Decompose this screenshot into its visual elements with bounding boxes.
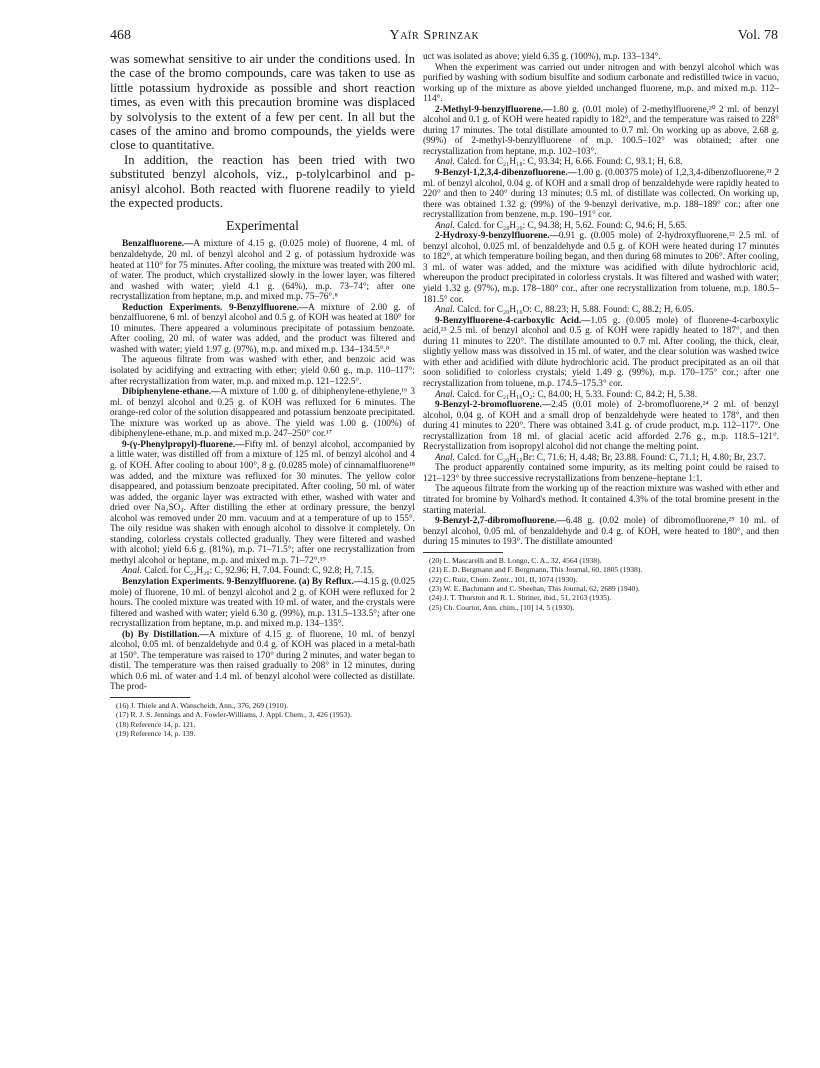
paragraph-heading: Reduction Experiments. 9-Benzylfluorene.— <box>122 302 309 313</box>
paragraph-text: 1.00 g. (0.00375 mole) of 1,2,3,4-dibenzofluorene,²¹ 2 ml. of benzyl alcohol, 0.04 g. of KOH and a small drop of benzaldehyde were rapidly heated to 220° and then to 240° during 13 minutes; 0.5 ml. of distillate was collected. On working up, there was obtained 1.32 g. (99%) of the 9-benzyl derivative, m.p. 188–189° cor.; after one recrystallization from benzene, m.p. 190–191° cor. <box>423 168 779 221</box>
paragraph-text: The aqueous filtrate from the working up of the reaction mixture was washed with ether and titrated for bromine by Volhard's method. It contained 4.3% of the total bromine present in the starting material. <box>423 484 779 516</box>
body-paragraph <box>423 463 779 484</box>
paragraph-text: Calcd. for C₂₁H₁₆O₂: C, 84.00; H, 5.33. Found: C, 84.2; H, 5.38. <box>454 389 698 400</box>
right-column <box>423 52 779 612</box>
body-paragraph <box>110 239 415 302</box>
paragraph-text: A mixture of 4.15 g. (0.025 mole) of fluorene, 4 ml. of benzaldehyde, 20 ml. of benzyl alcohol and 2 g. of potassium hydroxide was heated at 110° for 75 minutes. After cooling, the mixture was treated with 200 ml. of water. The product, which crystallized slowly in the lower layer, was filtered and washed with water; yield 4.1 g. (64%), m.p. 73–74°; after one recrystallization from heptane, m.p. and mixed m.p. 75–76°.⁸ <box>110 239 415 303</box>
analysis-label: Anal. <box>435 305 455 316</box>
body-paragraph <box>110 355 415 387</box>
footnote: (23) W. E. Bachmann and C. Sheehan, This Journal, 62, 2689 (1940). <box>429 583 640 593</box>
footnote: (18) Reference 14, p. 121. <box>116 719 196 729</box>
paragraph-heading: 9-Benzyl-2,7-dibromofluorene.— <box>435 516 566 527</box>
paragraph-text: 0.91 g. (0.005 mole) of 2-hydroxyfluorene,²² 2.5 ml. of benzyl alcohol, 0.025 ml. of benzaldehyde and 0.5 g. of KOH were heated during 17 minutes to 182°, at which temperature boiling began, and then during 68 minutes to 206°. After cooling, 3 ml. of water was added, and the mixture was acidified with dilute hydrochloric acid, whereupon the product precipitated in colorless crystals. It was filtered and washed with water; yield 1.32 g. (97%), m.p. 178–180° cor., after one recrystallization from toluene, m.p. 180.5–181.5° cor. <box>423 231 779 305</box>
footnote: (16) J. Thiele and A. Wanscheidt, Ann., 376, 269 (1910). <box>116 700 289 710</box>
body-paragraph <box>110 387 415 440</box>
body-paragraph <box>423 316 779 390</box>
body-paragraph <box>423 52 779 63</box>
body-paragraph <box>423 390 779 401</box>
volume-label: Vol. 78 <box>737 28 778 43</box>
body-paragraph <box>423 221 779 232</box>
body-paragraph <box>423 453 779 464</box>
body-paragraph <box>423 400 779 453</box>
paragraph-heading: 2-Hydroxy-9-benzylfluorene.— <box>435 231 559 242</box>
footnote: (24) J. T. Thurston and R. L. Shriner, ibid., 51, 2163 (1935). <box>429 593 612 603</box>
paragraph-text: The aqueous filtrate from was washed with ether, and benzoic acid was isolated by acidifying and extracting with ether; yield 0.60 g., m.p. 110–117°; after recrystallization from water, m.p. and mixed m.p. 121–122.5°. <box>110 355 415 387</box>
paragraph-text: Calcd. for C₂₁H₁₈: C, 93.34; H, 6.66. Found: C, 93.1; H, 6.8. <box>454 157 683 168</box>
paragraph-text: A mixture of 2.00 g. of benzalfluorene, 6 ml. of benzyl alcohol and 0.5 g. of KOH was heated at 180° for 10 minutes. There appeared a voluminous precipitate of potassium benzoate. After cooling, 20 ml. of water was added, and the product was filtered and washed with water; yield 1.97 g. (97%), m.p. and mixed m.p. 134–134.5°.⁸ <box>110 302 415 355</box>
left-column <box>110 52 415 739</box>
paragraph-text: Calcd. for C₂₈H₂₀: C, 94.38; H, 5.62. Found: C, 94.6; H, 5.65. <box>454 220 688 231</box>
footnote-rule <box>423 552 503 553</box>
paragraph-text: The product apparently contained some impurity, as its melting point could be raised to 121–123° by three successive recrystallizations from benzene–heptane 1:1. <box>423 463 779 484</box>
right-footnotes <box>423 556 779 612</box>
paragraph-heading: Dibiphenylene-ethane.— <box>122 387 221 398</box>
paragraph-text: Calcd. for C₂₂H₂₀: C, 92.96; H, 7.04. Found: C, 92.8; H, 7.15. <box>141 566 375 577</box>
paragraph-heading: 9-Benzylfluorene-4-carboxylic Acid.— <box>435 315 591 326</box>
paragraph-text: Calcd. for C₂₀H₁₅Br: C, 71.6; H, 4.48; Br, 23.88. Found: C, 71.1; H, 4.80; Br, 23.7. <box>454 452 766 463</box>
paragraph-heading: Benzylation Experiments. 9-Benzylfluorene. (a) By Reflux.— <box>122 576 364 587</box>
analysis-label: Anal. <box>435 452 455 463</box>
paragraph-text: 6.48 g. (0.02 mole) of dibromofluorene,²⁵ 10 ml. of benzyl alcohol, 0.05 ml. of benzaldehyde and 0.4 g. of KOH, were heated to 180°, and then during 15 minutes to 193°. The distillate amounted <box>423 516 779 548</box>
body-paragraph <box>110 303 415 356</box>
intro-paragraph: was somewhat sensitive to air under the conditions used. In the case of the bromo compounds, care was taken to use as little potassium hydroxide as possible and short reaction times, as even with this precaution bromine was displaced by solvolysis to the extent of a few per cent. In all but the cases of the amino and bromo compounds, the yields were close to quantitative. <box>110 52 415 153</box>
paragraph-heading: (b) By Distillation.— <box>122 629 209 640</box>
footnote: (19) Reference 14, p. 139. <box>116 729 196 739</box>
body-paragraph <box>423 516 779 548</box>
paragraph-text: Fifty ml. of benzyl alcohol, accompanied by a little water, was distilled off from a mixture of 125 ml. of benzyl alcohol and 4 g. of KOH. After cooling to about 100°, 8 g. (0.0285 mole) of cinnamalfluorene¹⁸ was added, and the mixture was refluxed for 30 minutes. The yellow color disappeared, and potassium benzoate precipitated. After cooling, 50 ml. of water was added, the organic layer was extracted with ether, washed with water and dried over Na₂SO₄. After distilling the ether at ordinary pressure, the benzyl alcohol was removed under 20 mm. vacuum and at a temperature of up to 155°. The oily residue was shaken with enough alcohol to dissolve it completely. On standing, colorless crystals collected gradually. They were filtered and washed with alcohol; yield 6.6 g. (81%), m.p. 71–71.5°; after one recrystallization from methyl alcohol or heptane, m.p. and mixed m.p. 71–72°.¹⁹ <box>110 439 415 566</box>
paragraph-text: Calcd. for C₂₀H₁₆O: C, 88.23; H, 5.88. Found: C, 88.2; H, 6.05. <box>454 305 694 316</box>
footnote: (17) R. J. S. Jennings and A. Fowler-Williams, J. Appl. Chem., 3, 426 (1953). <box>116 710 352 720</box>
footnote: (25) Ch. Courtot, Ann. chim., [10] 14, 5 (1930). <box>429 602 575 612</box>
analysis-label: Anal. <box>435 389 455 400</box>
paragraph-text: 1.80 g. (0.01 mole) of 2-methylfluorene,²⁰ 2 ml. of benzyl alcohol and 0.1 g. of KOH were heated rapidly to 182°, and the temperature was raised to 228° during 17 minutes. The total distillate amounted to 0.7 ml. On working up as above, 2.68 g. (99%) of 2-methyl-9-benzylfluorene of m.p. 100.5–102° was obtained; after one recrystallization from heptane, m.p. 102–103°. <box>423 104 779 157</box>
footnote: (21) E. D. Bergmann and F. Bergmann, This Journal, 60, 1805 (1938). <box>429 565 643 575</box>
page-number: 468 <box>110 28 131 43</box>
analysis-label: Anal. <box>435 157 455 168</box>
paragraph-heading: 9-Benzyl-1,2,3,4-dibenzofluorene.— <box>435 168 577 179</box>
running-head <box>110 28 778 44</box>
left-footnotes <box>110 701 415 739</box>
body-paragraph <box>110 566 415 577</box>
intro-paragraph: In addition, the reaction has been tried with two substituted benzyl alcohols, viz., p-tolylcarbinol and p-anisyl alcohol. Both reacted with fluorene readily to yield the expected products. <box>110 152 415 211</box>
left-paragraphs <box>110 239 415 693</box>
paragraph-heading: Benzalfluorene.— <box>122 239 194 250</box>
body-paragraph <box>110 577 415 630</box>
body-paragraph <box>423 484 779 516</box>
right-paragraphs <box>423 52 779 548</box>
body-paragraph <box>110 630 415 693</box>
section-heading: Experimental <box>226 218 299 234</box>
footnote-rule <box>110 697 190 698</box>
body-paragraph <box>423 305 779 316</box>
body-paragraph <box>423 105 779 158</box>
body-paragraph <box>423 157 779 168</box>
author-name: Yaïr Sprinzak <box>389 28 480 43</box>
paragraph-text: 4.15 g. (0.025 mole) of fluorene, 10 ml. of benzyl alcohol and 2 g. of KOH were refluxed for 2 hours. The cooled mixture was treated with 10 ml. of water, and the crystals were filtered and washed with water; yield 6.30 g. (99%), m.p. 131.5–133.5°; after one recrystallization from heptane, m.p. and mixed m.p. 134–135°. <box>110 576 416 630</box>
body-paragraph <box>423 231 779 305</box>
paragraph-text: uct was isolated as above; yield 6.35 g. (100%), m.p. 133–134°. <box>423 52 661 62</box>
paragraph-text: A mixture of 1.00 g. of dibiphenylene-ethylene,¹⁶ 3 ml. of benzyl alcohol and 0.25 g. of KOH was refluxed for 6 minutes. The orange-red color of the solution disappeared and potassium benzoate precipitated. The mixture was worked up as above. The yield was 1.00 g. (100%) of dibiphenylene-ethane, m.p. and mixed m.p. 247–250° cor.¹⁷ <box>110 387 415 440</box>
body-paragraph <box>423 168 779 221</box>
paragraph-heading: 9-Benzyl-2-bromofluorene.— <box>435 400 552 411</box>
footnote: (20) L. Mascarelli and B. Longo, C. A., 32, 4564 (1938). <box>429 555 602 565</box>
paragraph-text: 1.05 g. (0.005 mole) of fluorene-4-carboxylic acid,²³ 2.5 ml. of benzyl alcohol and 0.5 g. of KOH were rapidly heated to 187°, and then during 11 minutes to 220°. The distillate amounted to 0.7 ml. After cooling, the thick, clear, slightly yellow mass was dissolved in 15 ml. of water, and the clear solution was washed twice with ether and acidified with dilute hydrochloric acid. The product precipitated as an oil that soon solidified to colorless crystals; yield 1.49 g. (99%), m.p. 170–175° cor.; after one recrystallization from toluene, m.p. 174.5–175.3° cor. <box>423 315 780 389</box>
paragraph-text: When the experiment was carried out under nitrogen and with benzyl alcohol which was purified by washing with sodium bisulfite and sodium carbonate and redistilled twice in vacuo, working up of the mixture as above yielded unchanged fluorene, m.p. and mixed m.p. 112–114°. <box>423 62 779 105</box>
analysis-label: Anal. <box>435 220 455 231</box>
body-paragraph <box>110 440 415 567</box>
paragraph-text: 2.45 (0.01 mole) of 2-bromofluorene,²⁴ 2 ml. of benzyl alcohol, 0.04 g. of KOH and a small drop of benzaldehyde were heated to 178°, and then during 41 minutes to 220°. There was obtained 3.41 g. of crude product, m.p. 112–117°. One recrystallization from 18 ml. of glacial acetic acid afforded 2.76 g., m.p. 118.5–121°. Recrystallization from isopropyl alcohol did not change the melting point. <box>423 400 779 453</box>
paragraph-text: A mixture of 4.15 g. of fluorene, 10 ml. of benzyl alcohol, 0.05 ml. of benzaldehyde and 0.4 g. of KOH was placed in a metal-bath at 150°. The temperature was raised to 170° during 2 minutes, and water began to distil. The temperature was then raised gradually to 208° in 12 minutes, during which 0.6 ml. of water and 1.4 ml. of benzyl alcohol were collected as distillate. The prod- <box>110 629 415 693</box>
paragraph-heading: 2-Methyl-9-benzylfluorene.— <box>435 104 553 115</box>
body-paragraph <box>423 63 779 105</box>
footnote: (22) C. Ruiz, Chem. Zentr., 101, II, 1074 (1930). <box>429 574 578 584</box>
paragraph-heading: 9-(γ-Phenylpropyl)-fluorene.— <box>122 439 245 450</box>
analysis-label: Anal. <box>122 566 142 577</box>
